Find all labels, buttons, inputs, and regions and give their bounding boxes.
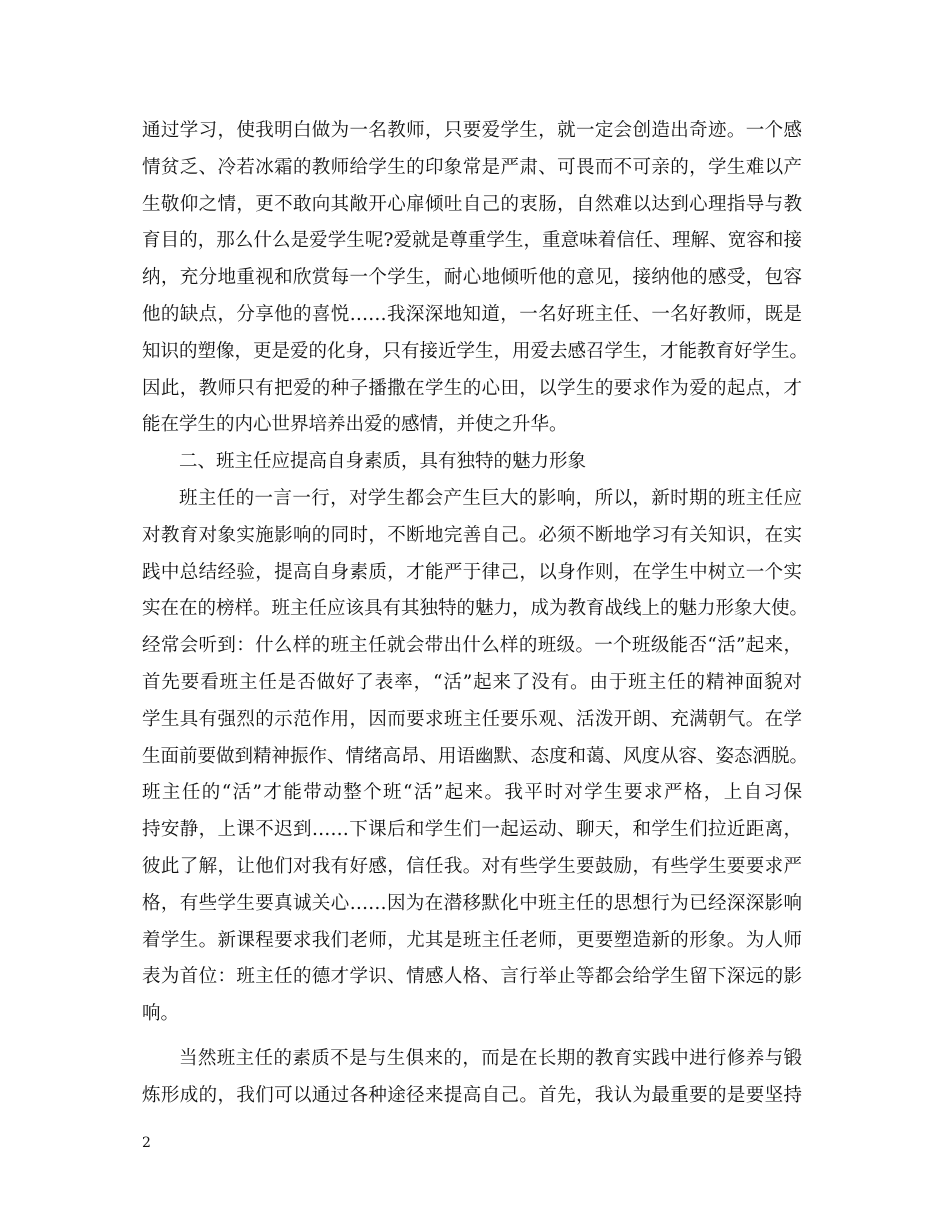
text-line: 炼形成的，我们可以通过各种途径来提高自己。首先，我认为最重要的是要坚持 xyxy=(142,1084,802,1106)
text-line: 知识的塑像，更是爱的化身，只有接近学生，用爱去感召学生，才能教育好学生。 xyxy=(142,340,809,362)
body-text xyxy=(142,113,809,1115)
text-line: 响。 xyxy=(142,1003,180,1025)
text-line: 践中总结经验，提高自身素质，才能严于律己，以身作则，在学生中树立一个实 xyxy=(142,561,802,583)
text-line: 纳，充分地重视和欣赏每一个学生，耐心地倾听他的意见，接纳他的感受，包容 xyxy=(142,267,802,289)
text-line: 情贫乏、冷若冰霜的教师给学生的印象常是严肃、可畏而不可亲的，学生难以产 xyxy=(142,156,802,178)
text-line: 能在学生的内心世界培养出爱的感情，并使之升华。 xyxy=(142,414,568,436)
text-line: 实在在的榜样。班主任应该具有其独特的魅力，成为教育战线上的魅力形象大使。 xyxy=(142,598,809,620)
text-line: 生敬仰之情，更不敢向其敞开心扉倾吐自己的衷肠，自然难以达到心理指导与教 xyxy=(142,193,802,215)
text-line: 学生具有强烈的示范作用，因而要求班主任要乐观、活泼开朗、充满朝气。在学 xyxy=(142,708,802,730)
page-number: 2 xyxy=(142,1135,151,1151)
text-line: 持安静，上课不迟到……下课后和学生们一起运动、聊天，和学生们拉近距离， xyxy=(142,819,802,841)
text-line: 彼此了解，让他们对我有好感，信任我。对有些学生要鼓励，有些学生要要求严 xyxy=(142,855,802,877)
text-line: 班主任的一言一行，对学生都会产生巨大的影响，所以，新时期的班主任应 xyxy=(179,487,802,509)
text-line: 因此，教师只有把爱的种子播撒在学生的心田，以学生的要求作为爱的起点，才 xyxy=(142,377,802,399)
section-heading: 二、班主任应提高自身素质，具有独特的魅力形象 xyxy=(179,451,587,473)
text-line: 育目的，那么什么是爱学生呢?爱就是尊重学生，重意味着信任、理解、宽容和接 xyxy=(142,230,802,252)
text-line: 班主任的“活”才能带动整个班“活”起来。我平时对学生要求严格，上自习保 xyxy=(142,782,802,804)
text-line: 着学生。新课程要求我们老师，尤其是班主任老师，更要塑造新的形象。为人师 xyxy=(142,929,802,951)
text-line: 他的缺点，分享他的喜悦……我深深地知道，一名好班主任、一名好教师，既是 xyxy=(142,303,802,325)
text-line: 格，有些学生要真诚关心……因为在潜移默化中班主任的思想行为已经深深影响 xyxy=(142,892,802,914)
text-line: 生面前要做到精神振作、情绪高昂、用语幽默、态度和蔼、风度从容、姿态洒脱。 xyxy=(142,745,809,767)
text-line: 当然班主任的素质不是与生俱来的，而是在长期的教育实践中进行修养与锻 xyxy=(179,1047,802,1069)
text-line: 表为首位：班主任的德才学识、情感人格、言行举止等都会给学生留下深远的影 xyxy=(142,966,802,988)
text-line: 经常会听到：什么样的班主任就会带出什么样的班级。一个班级能否“活”起来， xyxy=(142,635,802,657)
text-line: 通过学习，使我明白做为一名教师，只要爱学生，就一定会创造出奇迹。一个感 xyxy=(142,120,802,141)
text-line: 首先要看班主任是否做好了表率，“活”起来了没有。由于班主任的精神面貌对 xyxy=(142,671,802,693)
text-line: 对教育对象实施影响的同时，不断地完善自己。必须不断地学习有关知识，在实 xyxy=(142,524,802,546)
